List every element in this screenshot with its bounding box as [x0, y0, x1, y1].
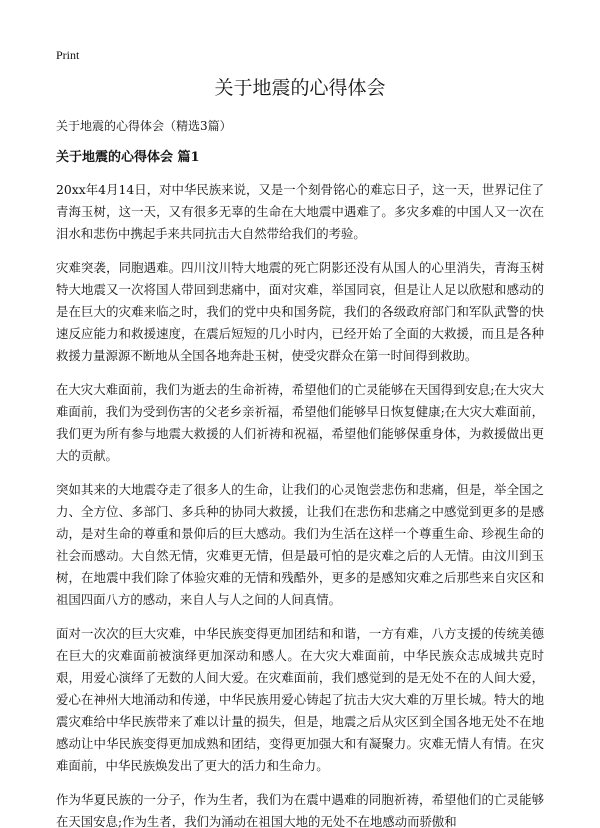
paragraph: 在大灾大难面前，我们为逝去的生命祈祷，希望他们的亡灵能够在天国得到安息;在大灾大难面前，我们为受到伤害的父老乡亲祈福，希望他们能够早日恢复健康;在大灾大难面前，我们更为所有参与地震大救援的人们祈祷和祝福，希望他们能够保重身体，为救援做出更大的贡献。 [56, 382, 544, 463]
document-subtitle: 关于地震的心得体会（精选3篇） [56, 119, 232, 133]
paragraph: 作为华夏民族的一分子，作为生者，我们为在震中遇难的同胞祈祷，希望他们的亡灵能够在天国安息;作为生者，我们为涌动在祖国大地的无处不在地感动而骄傲和 [56, 792, 544, 828]
section-heading: 关于地震的心得体会 篇1 [56, 150, 200, 165]
paragraph: 灾难突袭，同胞遇难。四川汶川特大地震的死亡阴影还没有从国人的心里消失，青海玉树特大地震又一次将国人带回到悲痛中，面对灾难，举国同哀，但是让人足以欣慰和感动的是在巨大的灾难来临之时，我们的党中央和国务院，我们的各级政府部门和军队武警的快速反应能力和救援速度，在震后短短的几小时内，已经开始了全面的大救援，而且是各种救援力量源源不断地从全国各地奔赴玉树，使受灾群众在第一时间得到救助。 [56, 260, 544, 363]
paragraph: 突如其来的大地震夺走了很多人的生命，让我们的心灵饱尝悲伤和悲痛，但是，举全国之力、全方位、多部门、多兵种的协同大救援，让我们在悲伤和悲痛之中感觉到更多的是感动，是对生命的尊重和景仰后的巨大感动。我们为生活在这样一个尊重生命、珍视生命的社会而感动。大自然无情，灾难更无情，但是最可怕的是灾难之后的人无情。由汶川到玉树，在地震中我们除了体验灾难的无情和残酷外，更多的是感知灾难之后那些来自灾区和祖国四面八方的感动，来自人与人之间的人间真情。 [56, 482, 544, 607]
paragraph: 面对一次次的巨大灾难，中华民族变得更加团结和和谐，一方有难，八方支援的传统美德在巨大的灾难面前被演绎更加深动和感人。在大灾大难面前，中华民族众志成城共克时艰，用爱心演绎了无数的人间大爱。在灾难面前，我们感觉到的是无处不在的人间大爱，爱心在神州大地涌动和传递，中华民族用爱心铸起了抗击大灾大难的万里长城。特大的地震灾难给中华民族带来了难以计量的损失，但是，地震之后从灾区到全国各地无处不在地感动让中华民族变得更加成熟和团结，变得更加强大和有凝聚力。灾难无情人有情。在灾难面前，中华民族焕发出了更大的活力和生命力。 [56, 626, 544, 773]
paragraph: 20xx年4月14日，对中华民族来说，又是一个刻骨铭心的难忘日子，这一天，世界记住了青海玉树，这一天，又有很多无辜的生命在大地震中遇难了。多灾多难的中国人又一次在泪水和悲伤中携起手来共同抗击大自然带给我们的考验。 [56, 182, 544, 241]
document-title: 关于地震的心得体会 [214, 77, 386, 99]
print-label: Print [56, 48, 80, 62]
